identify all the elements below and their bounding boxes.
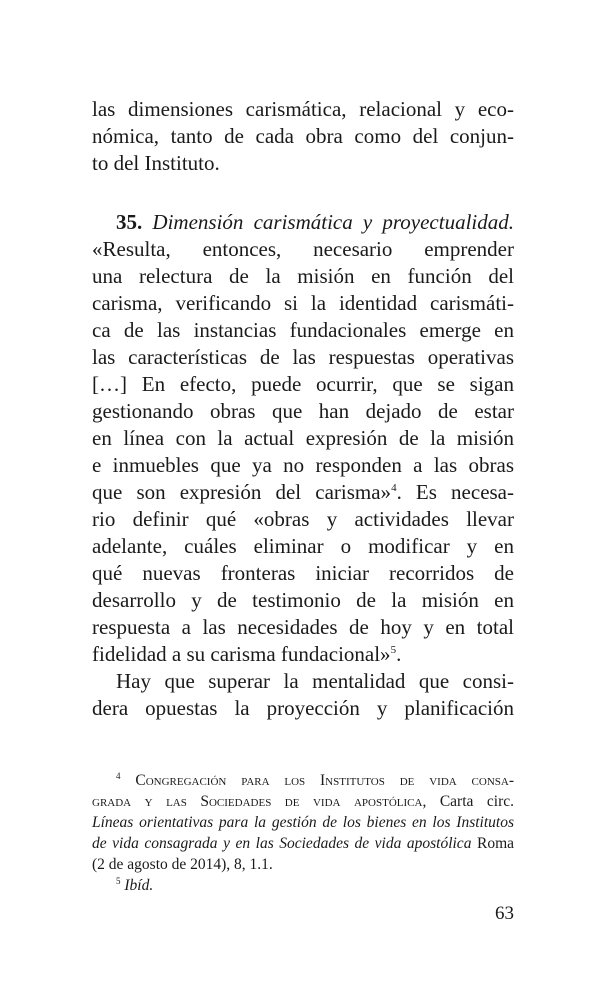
footnote-ref-4[interactable]: 4 (391, 482, 397, 494)
text-segment: . Es necesa- (396, 480, 514, 504)
paragraph-heading-line (92, 209, 514, 236)
text-line: Hay que superar la mentalidad que consi- (116, 669, 514, 693)
paragraph-heading: Dimensión carismática y proyectualidad. (152, 210, 515, 234)
text-line: to del Instituto. (92, 151, 220, 175)
footnote-title: de vida consagrada y en las Sociedades de vida apostólica (92, 835, 472, 852)
text-line: dera opuestas la proyección y planificación (92, 696, 514, 720)
text-segment: fidelidad a su carisma fundacional» (92, 642, 391, 666)
text-line (92, 641, 514, 668)
page-number: 63 (495, 903, 514, 924)
text-line: carisma, verificando si la identidad carismáti- (92, 291, 514, 315)
text-segment: que son expresión del carisma» (92, 480, 392, 504)
footnote-4-line: (2 de agosto de 2014), 8, 1.1. (92, 856, 273, 873)
footnote-text: , Carta circ. (422, 793, 514, 810)
book-page (92, 0, 514, 1000)
paragraph-35 (92, 209, 514, 668)
footnote-marker: 4 (116, 771, 121, 781)
footnote-4-line (92, 791, 514, 812)
text-line: las características de las respuestas operativas (92, 345, 514, 369)
paragraph-number: 35. (116, 210, 143, 234)
text-line: respuesta a las necesidades de hoy y en total (92, 615, 514, 639)
text-line: […] En efecto, puede ocurrir, que se sigan (92, 372, 514, 396)
text-line: ca de las instancias fundacionales emerge en (92, 318, 514, 342)
text-line: gestionando obras que han dejado de estar (92, 399, 514, 423)
paragraph-continuation (92, 96, 514, 177)
text-line: las dimensiones carismática, relacional y eco- (92, 97, 514, 121)
text-segment: . (396, 642, 402, 666)
paragraph-next (92, 668, 514, 722)
footnote-4-line: Líneas orientativas para la gestión de los bienes en los Institutos (92, 814, 514, 831)
footnote-text: Roma (471, 835, 515, 852)
text-line: nómica, tanto de cada obra como del conjun- (92, 124, 514, 148)
footnote-5-line (92, 875, 514, 896)
footnote-4-line (92, 770, 514, 791)
text-line: desarrollo y de testimonio de la misión en (92, 588, 514, 612)
footnote-4-line (92, 833, 514, 854)
footnote-author: Congregación para los Institutos de vida consa- (135, 772, 515, 789)
footnotes (92, 770, 514, 896)
text-line: adelante, cuáles eliminar o modificar y en (92, 534, 514, 558)
footnote-author: grada y las Sociedades de vida apostólica (92, 793, 423, 810)
text-line: «Resulta, entonces, necesario emprender (92, 237, 514, 261)
text-line: e inmuebles que ya no responden a las obras (92, 453, 514, 477)
footnote-text: Ibíd. (124, 877, 154, 894)
footnote-marker: 5 (116, 876, 121, 886)
text-line: qué nuevas fronteras iniciar recorridos de (92, 561, 514, 585)
footnote-ref-5[interactable]: 5 (390, 644, 397, 656)
text-line (92, 479, 514, 506)
text-line: rio definir qué «obras y actividades llevar (92, 507, 514, 531)
text-line: una relectura de la misión en función del (92, 264, 514, 288)
text-line: en línea con la actual expresión de la misión (92, 426, 514, 450)
